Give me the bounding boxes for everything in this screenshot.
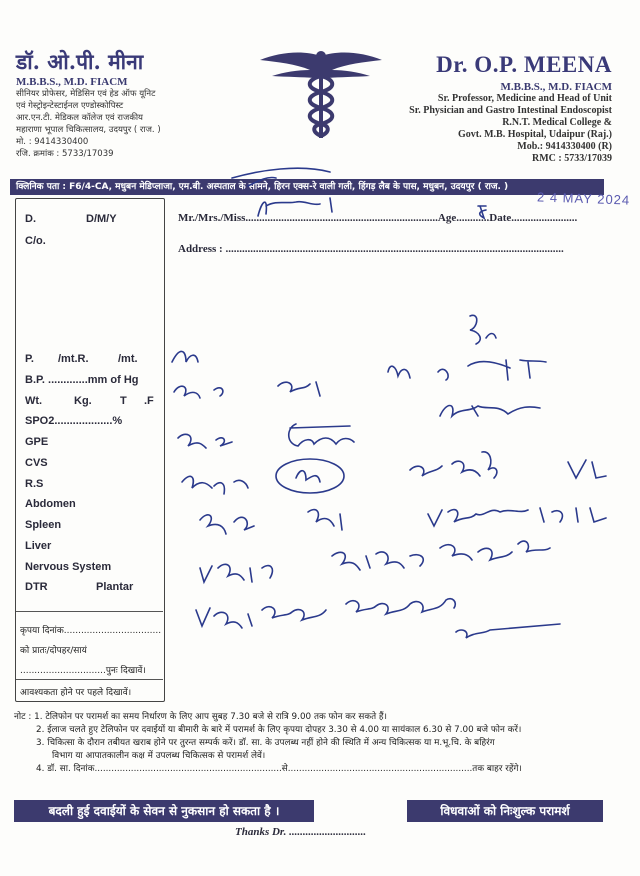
vital-spleen: Spleen [25,519,62,531]
vital-weight: Wt. [25,395,43,407]
patient-age-dots: ............ [456,212,490,224]
vital-dmy: D/M/Y [86,213,117,225]
english-title-line3: R.N.T. Medical College & [502,117,612,128]
hindi-mobile: मो. : 9414330400 [16,137,89,147]
followup-emergency: आवश्यकता होने पर पहले दिखावें। [20,688,132,698]
doctor-name-english: Dr. O.P. MEENA [436,52,612,77]
hindi-title-line2: एवं गेस्ट्रोइन्टेस्टाईनल एण्डोस्कोपिस्ट [16,101,124,111]
note-4: 4. डॉ. सा. दिनांक...................................................................से..................................................................तक बाहर रहेंगे। [36,764,522,774]
vital-gpe: GPE [25,436,49,448]
english-title-line1: Sr. Professor, Medicine and Head of Unit [437,93,612,104]
vital-pulse: P. [25,353,34,365]
footer-notes [14,711,614,776]
vital-fahrenheit: .F [144,395,154,407]
vital-complaint: C/o. [25,235,46,247]
patient-name-dots: ..................................................................... [248,212,438,224]
english-title-line4: Govt. M.B. Hospital, Udaipur (Raj.) [458,129,612,140]
doctor-degree-english: M.B.B.S., M.D. FIACM [500,81,612,93]
vital-d: D. [25,213,36,225]
vital-temp: T [120,395,127,407]
vital-abdomen: Abdomen [25,498,76,510]
english-title-line2: Sr. Physician and Gastro Intestinal Endoscopist [409,105,612,116]
english-mobile: Mob.: 9414330400 (R) [517,141,612,152]
vital-rs: R.S [25,478,44,490]
doctor-name-hindi: डॉ. ओ.पी. मीना [16,49,144,74]
warning-banner: बदली हुई दवाईयों के सेवन से नुकसान हो सकता है । [14,800,314,822]
hindi-reg-number: रजि. क्रमांक : 5733/17039 [16,149,114,159]
vital-cvs: CVS [25,457,48,469]
vital-kg: Kg. [74,395,92,407]
doctor-degree-hindi-side: M.B.B.S., M.D. FIACM [16,76,128,88]
hindi-title-line3: आर.एन.टी. मेडिकल कॉलेज एवं राजकीय [16,113,143,123]
followup-time: को प्रातः/दोपहर/सायं [20,646,87,656]
followup-date: कृपया दिनांक.................................. [20,626,162,636]
vital-bp: B.P. .............mm of Hg [25,374,139,386]
hindi-title-line4: महाराणा भूपाल चिकित्सालय, उदयपुर ( राज. ) [16,125,161,135]
note-1: नोट : 1. टेलिफोन पर परामर्श का समय निर्धारण के लिए आप सुबह 7.30 बजे से रात्रि 9.00 तक फोन कर सकते हैं। [14,712,387,722]
date-stamp: 2 4 MAY 2024 [536,189,631,208]
note-2: 2. ईलाज चलते हुए टेलिफोन पर दवाईयों या बीमारी के बारे में परामर्श के लिए कृपया दोपहर 3.30 से 4.00 या सायंकाल 6.30 से 7.00 बजे फोन करें। [36,725,522,735]
patient-name-label: Mr./Mrs./Miss. [178,212,249,224]
patient-address-label: Address : [178,243,223,255]
english-rmc: RMC : 5733/17039 [532,153,612,164]
vital-dtr: DTR [25,581,48,593]
vital-spo2: SPO2...................% [25,415,123,427]
patient-age-label: Age [437,212,457,224]
vital-plantar: Plantar [96,581,134,593]
clinic-address-bar: क्लिनिक पता : F6/4-CA, मधुबन मेडिप्लाजा, एम.बी. अस्पताल के सामने, हिरन एक्स-रे वाली गली, हिंगड़ लैब के पास, मधुबन, उदयपुर ( राज. ) [10,179,604,195]
patient-address-dots: ........................................................................................................................... [225,243,564,255]
hindi-title-line1: सीनियर प्रोफेसर, मेडिसिन एवं हेड ऑफ यूनिट [16,89,156,99]
note-3-cont: विभाग या आपातकालीन कक्ष में उपलब्ध चिकित्सक से परामर्श लेवें। [52,751,266,761]
followup-revisit: ..............................पुनः दिखावें। [20,666,146,676]
patient-date-label: Date [489,212,512,224]
vital-resp-rate: /mt.R. [58,353,89,365]
thanks-line: Thanks Dr. ............................ [235,826,367,838]
note-3: 3. चिकित्सा के दौरान तबीयत खराब होने पर तुरन्त सम्पर्क करें। डॉ. सा. के उपलब्ध नहीं होने की स्थिति में अन्य चिकित्सक या म.भू.चि. के बहिरंग [36,738,495,748]
vital-per-minute: /mt. [118,353,138,365]
patient-date-dots: ........................ [511,212,578,224]
vital-nervous-system: Nervous System [25,561,112,573]
widow-free-consult-banner: विधवाओं को निःशुल्क परामर्श [407,800,603,822]
vital-liver: Liver [25,540,52,552]
